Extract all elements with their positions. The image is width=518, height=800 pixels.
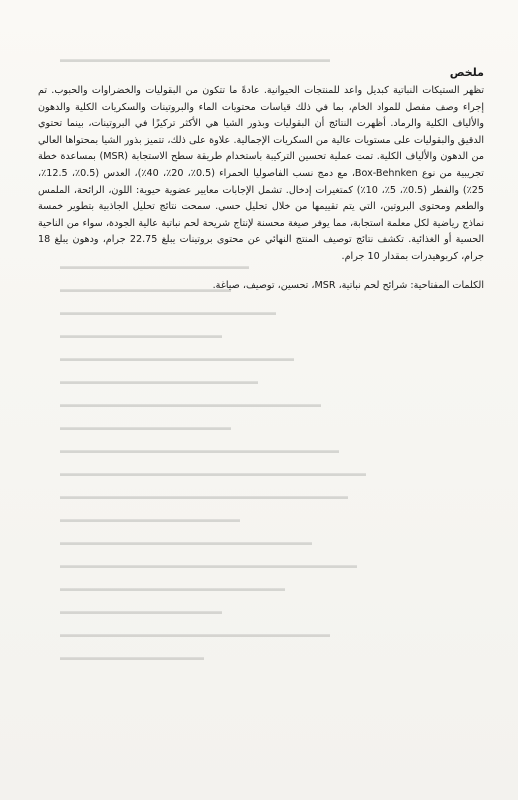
abstract-section xyxy=(38,66,484,294)
keywords-line: الكلمات المفتاحية: شرائح لحم نباتية، MSR، تحسين، توصيف، صياغة. xyxy=(212,279,484,291)
abstract-heading: ملخص xyxy=(449,66,484,79)
abstract-body: تظهر الستيكات النباتية كبديل واعد للمنتجات الحيوانية. عادةً ما تتكون من البقوليات والخضراوات والحبوب. تم إجراء وصف مفصل للمواد الخام، بما في ذلك قياسات محتويات الماء والبروتينات والسكريات الكلية والدهون والألياف الكلية والرماد. أظهرت النتائج أن البقوليات وبذور الشيا هي الأكثر تركيزًا في البروتينات، بينما تحتوي الدقيق والبقوليات على مستويات عالية من السكريات الإجمالية. علاوة على ذلك، تتميز بذور الشيا بمحتواها العالي من الدهون والألياف الكلية. تمت عملية تحسين التركيبة باستخدام طريقة سطح الاستجابة (MSR) بمساعدة خطة تجريبية من نوع Box-Behnken، مع دمج نسب الفاصوليا الحمراء (0.5٪، 20٪، 40٪)، العدس (0.5٪، 12.5٪، 25٪) والفطر (0.5٪، 5٪، 10٪) كمتغيرات إدخال. تشمل الإجابات معايير عضوية حيوية: اللون، الرائحة، الملمس والطعم ومحتوى البروتين، التي يتم تقييمها من خلال تحليل حسي. سمحت نتائج تحليل الجاذبية بتطوير خمسة نماذج رياضية لكل معلمة استجابة، مما يوفر صيغة محسنة لإنتاج شريحة لحم نباتية عالية الجودة، سواء من الناحية الحسية أو الغذائية. تكشف نتائج توصيف المنتج النهائي عن محتوى بروتينات يبلغ 22.75 جرام، ودهون يبلغ 18 جرام، كربوهيدرات بمقدار 10 جرام. xyxy=(38,85,485,262)
bleed-through-text: ▬▬▬▬▬▬▬▬▬▬▬▬▬▬▬▬▬▬▬▬▬▬▬▬▬▬▬▬▬▬ ▬▬▬▬▬▬▬▬▬▬▬▬▬▬▬▬▬▬▬▬▬ ▬▬▬▬▬▬▬▬▬▬▬▬▬▬▬▬▬▬▬ ▬▬▬▬▬▬▬▬▬▬▬▬▬▬▬▬▬▬▬▬▬▬▬▬ ▬▬▬▬▬▬▬▬▬▬▬▬▬▬▬▬▬▬ ▬▬▬▬▬▬▬▬▬▬▬▬▬▬▬▬▬▬▬▬▬▬▬▬▬▬ ▬▬▬▬▬▬▬▬▬▬▬▬▬▬▬▬▬▬▬▬▬▬ ▬▬▬▬▬▬▬▬▬▬▬▬▬▬▬▬▬▬▬▬▬▬▬▬▬▬▬▬▬ ▬▬▬▬▬▬▬▬▬▬▬▬▬▬▬▬▬▬▬ ▬▬▬▬▬▬▬▬▬▬▬▬▬▬▬▬▬▬▬▬▬▬▬▬▬▬▬▬▬▬▬ ▬▬▬▬▬▬▬▬▬▬▬▬▬▬▬▬▬▬▬▬▬▬▬▬▬▬▬▬▬▬▬▬▬▬ ▬▬▬▬▬▬▬▬▬▬▬▬▬▬▬▬▬▬▬▬▬▬▬▬▬▬▬▬▬▬▬▬ ▬▬▬▬▬▬▬▬▬▬▬▬▬▬▬▬▬▬▬▬ ▬▬▬▬▬▬▬▬▬▬▬▬▬▬▬▬▬▬▬▬▬▬▬▬▬▬▬▬ ▬▬▬▬▬▬▬▬▬▬▬▬▬▬▬▬▬▬▬▬▬▬▬▬▬▬▬▬▬▬▬▬▬ ▬▬▬▬▬▬▬▬▬▬▬▬▬▬▬▬▬▬▬▬▬▬▬▬▬ ▬▬▬▬▬▬▬▬▬▬▬▬▬▬▬▬▬▬ ▬▬▬▬▬▬▬▬▬▬▬▬▬▬▬▬▬▬▬▬▬▬▬▬▬▬▬▬▬▬ ▬▬▬▬▬▬▬▬▬▬▬▬▬▬▬▬ xyxy=(60,54,366,662)
